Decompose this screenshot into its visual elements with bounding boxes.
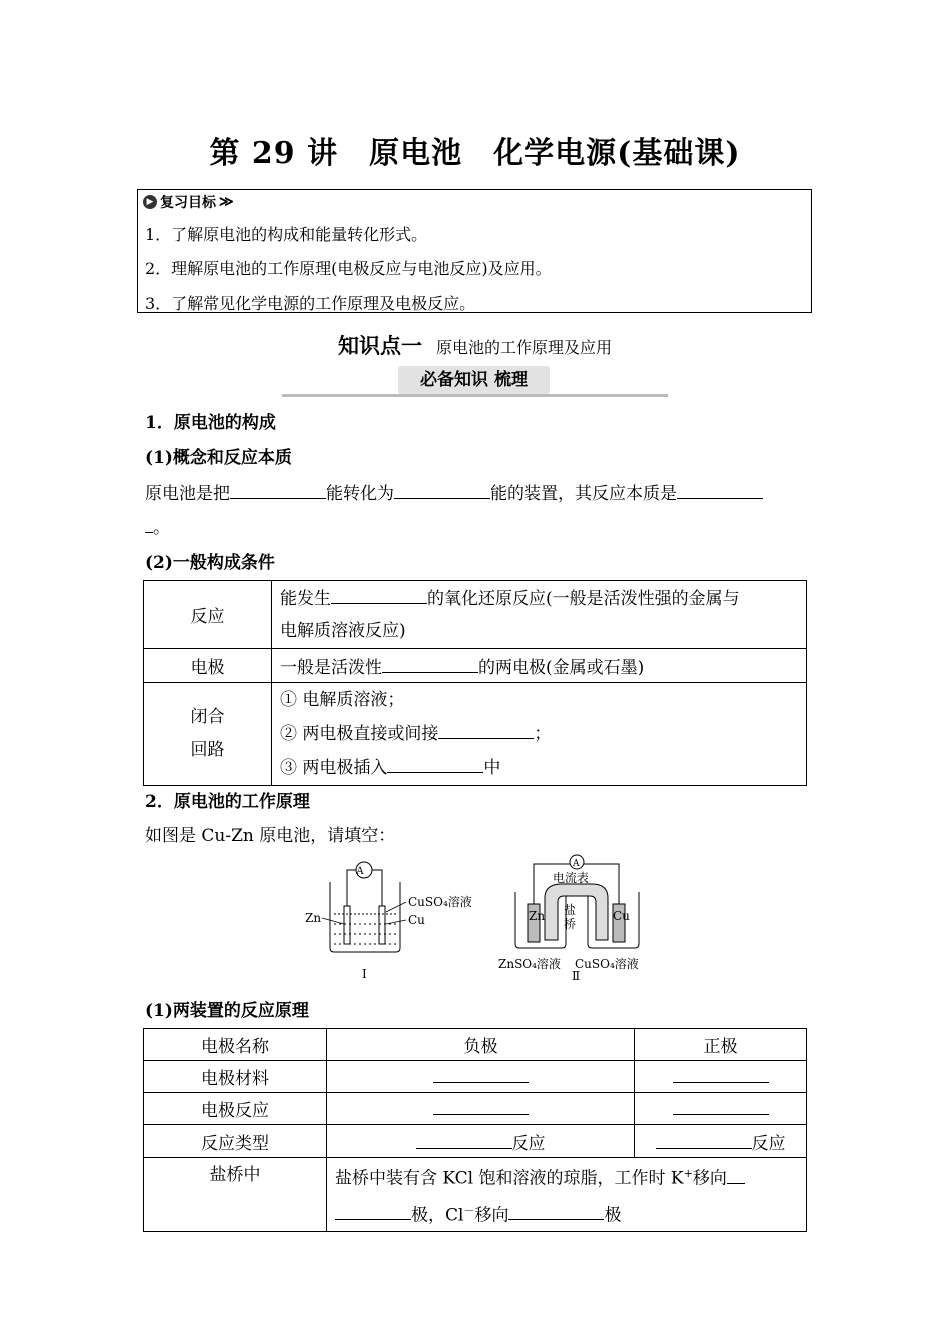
text: 回路 — [190, 740, 225, 760]
fill-blank[interactable] — [416, 1131, 512, 1149]
cell-electrode — [272, 649, 807, 683]
double-chevron-icon: ≫ — [219, 194, 234, 210]
cell-circuit — [272, 683, 807, 786]
cell-salt-bridge — [327, 1158, 807, 1232]
goal-item-3: 3．了解常见化学电源的工作原理及电极反应。 — [145, 294, 476, 313]
fill-blank[interactable] — [387, 755, 483, 773]
arrow-icon: ▶ — [143, 195, 157, 209]
label-cu-ii: Cu — [613, 909, 630, 923]
ammeter-label: A — [356, 866, 364, 877]
text: ② 两电极直接或间接 — [280, 724, 439, 744]
cell-material-neg — [327, 1061, 635, 1093]
knowledge-point-text: 原电池的工作原理及应用 — [435, 338, 612, 357]
text: 能的装置，其反应本质是 — [490, 484, 677, 504]
text: 的两电极(金属或石墨) — [478, 658, 645, 678]
fill-blank[interactable] — [673, 1097, 769, 1115]
definition-line-end — [145, 513, 170, 538]
text: + — [683, 1167, 693, 1180]
fill-blank[interactable] — [433, 1065, 529, 1083]
row-salt-bridge: 盐桥中 — [144, 1158, 327, 1232]
label-cuso4: CuSO₄溶液 — [408, 895, 472, 909]
caption-i: Ⅰ — [362, 967, 367, 981]
text: 移向 — [692, 1168, 727, 1189]
label-bridge-2: 桥 — [564, 917, 577, 931]
cell-type-pos — [635, 1125, 807, 1158]
label-bridge-1: 盐 — [564, 903, 577, 917]
header-electrode-name: 电极名称 — [144, 1029, 327, 1061]
text: 电解质溶液反应) — [280, 620, 406, 641]
fill-blank[interactable] — [438, 721, 534, 739]
salt-bridge — [545, 884, 608, 940]
fill-blank[interactable] — [335, 1202, 411, 1220]
fill-blank[interactable] — [394, 481, 490, 499]
header-negative: 负极 — [327, 1029, 635, 1061]
figure-intro: 如图是 Cu-Zn 原电池，请填空： — [145, 826, 396, 846]
cu-zn-cell-diagram — [300, 852, 650, 987]
text: ； — [534, 724, 552, 744]
device-i — [330, 862, 400, 952]
ammeter-label-ii: A — [573, 859, 580, 869]
fill-blank[interactable] — [677, 481, 763, 499]
label-cu: Cu — [408, 913, 425, 927]
cell-type-neg — [327, 1125, 635, 1158]
text: 闭合 — [190, 707, 225, 727]
fill-blank[interactable] — [727, 1166, 745, 1184]
fill-blank[interactable] — [230, 481, 326, 499]
cell-reaction-pos — [635, 1093, 807, 1125]
fill-blank[interactable] — [331, 586, 427, 604]
text: 一般是活泼性 — [280, 658, 382, 678]
section-banner: 必备知识 梳理 — [398, 366, 550, 394]
caption-ii: Ⅱ — [572, 969, 581, 983]
fill-blank[interactable] — [656, 1131, 752, 1149]
section-2-heading: 2．原电池的工作原理 — [145, 792, 310, 812]
text: 能转化为 — [326, 484, 394, 504]
definition-line — [145, 479, 810, 504]
knowledge-point-label: 知识点一 — [337, 334, 422, 358]
text: ③ 两电极插入 — [280, 758, 388, 778]
text: 的氧化还原反应(一般是活泼性强的金属与 — [427, 588, 740, 609]
conditions-table — [143, 580, 807, 786]
text: － — [463, 1203, 475, 1217]
text: 移向 — [474, 1205, 509, 1226]
text: 中 — [483, 758, 501, 778]
header-positive: 正极 — [635, 1029, 807, 1061]
label-ammeter: 电流表 — [553, 871, 590, 885]
text: 极，Cl — [411, 1205, 464, 1226]
row-material: 电极材料 — [144, 1061, 327, 1093]
row-reaction: 电极反应 — [144, 1093, 327, 1125]
cu-electrode — [379, 906, 385, 944]
section-1-heading: 1．原电池的构成 — [145, 413, 276, 433]
fill-blank[interactable] — [673, 1065, 769, 1083]
page-title: 第 29 讲 原电池 化学电源(基础课) — [209, 136, 741, 171]
text: 极 — [604, 1205, 622, 1226]
text: 。 — [153, 518, 170, 538]
subsection-1-2: (2)一般构成条件 — [145, 553, 275, 573]
wire-left — [347, 870, 356, 906]
row-head-reaction: 反应 — [144, 581, 272, 649]
fill-blank[interactable] — [508, 1202, 604, 1220]
review-goals-label — [143, 192, 234, 212]
label-znso4: ZnSO₄溶液 — [498, 957, 561, 971]
row-head-circuit — [144, 683, 272, 786]
goal-item-1: 1．了解原电池的构成和能量转化形式。 — [145, 225, 428, 244]
cell-reaction — [272, 581, 807, 649]
text: ① 电解质溶液； — [280, 690, 405, 710]
fill-blank[interactable] — [433, 1097, 529, 1115]
cell-material-pos — [635, 1061, 807, 1093]
fill-blank[interactable] — [145, 515, 153, 533]
reaction-principle-table — [143, 1028, 807, 1232]
label-zn: Zn — [305, 911, 322, 925]
row-head-electrode: 电极 — [144, 649, 272, 683]
text: 盐桥中装有含 KCl 饱和溶液的琼脂，工作时 K — [335, 1168, 684, 1189]
label-zn-ii: Zn — [529, 909, 546, 923]
text: 反应 — [511, 1133, 546, 1154]
text: 原电池是把 — [145, 484, 230, 504]
wire-right — [372, 870, 382, 906]
subsection-1-1: (1)概念和反应本质 — [145, 448, 292, 468]
text: 能发生 — [280, 588, 331, 609]
goal-item-2: 2．理解原电池的工作原理(电极反应与电池反应)及应用。 — [145, 259, 552, 278]
banner-divider — [282, 394, 668, 397]
cell-reaction-neg — [327, 1093, 635, 1125]
label-cuso4-ii: CuSO₄溶液 — [575, 957, 639, 971]
row-type: 反应类型 — [144, 1125, 327, 1158]
knowledge-point-heading — [0, 330, 950, 360]
text: 反应 — [751, 1133, 786, 1154]
subsection-2-1: (1)两装置的反应原理 — [145, 1001, 309, 1021]
fill-blank[interactable] — [382, 655, 478, 673]
goals-label-text: 复习目标 — [160, 195, 216, 211]
zn-electrode — [344, 906, 350, 944]
beaker-i — [330, 882, 400, 952]
